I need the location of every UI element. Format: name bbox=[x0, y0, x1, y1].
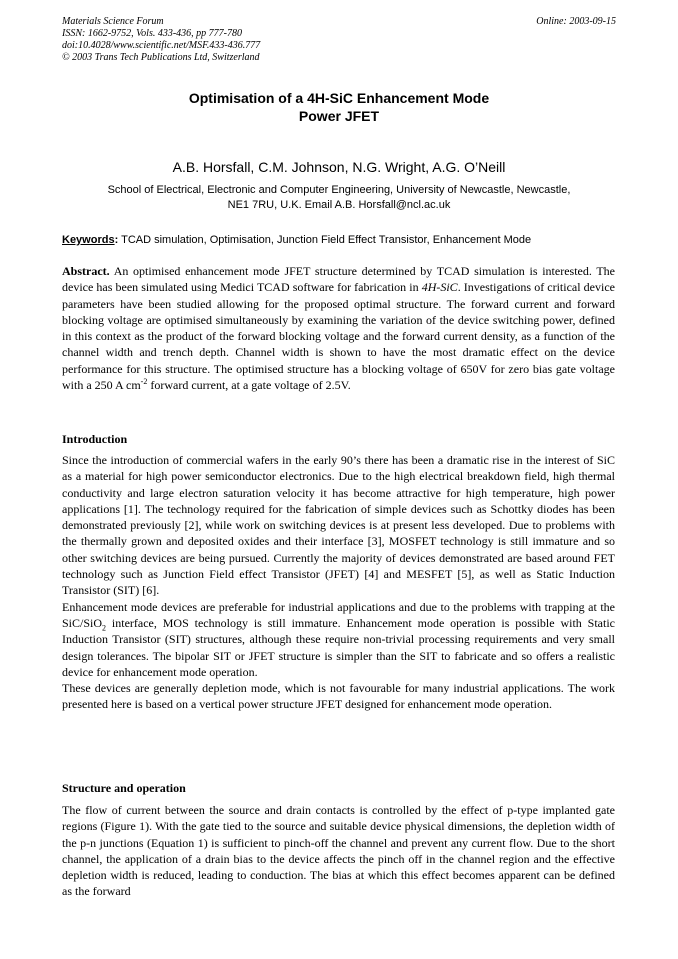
title-line-1: Optimisation of a 4H-SiC Enhancement Mode bbox=[188, 90, 490, 106]
doi-line: doi:10.4028/www.scientific.net/MSF.433-436.777 bbox=[62, 40, 261, 51]
abstract-paragraph bbox=[62, 263, 615, 393]
abstract-text-2: . Investigations of critical device parameters have been studied allowing for the proposed optimal structure. The forward current and forward blocking voltage are optimised simultaneously by examining the variation of the device switching power, defined in this context as the product of the forward blocking voltage and the forward current density, as a function of the channel width and trench depth. Channel width is shown to have the most dramatic effect on the device performance for this structure. The optimised structure has a blocking voltage of 650V for zero bias gate voltage with a 250 A cm bbox=[62, 280, 615, 393]
intro-paragraph-2a: Enhancement mode devices are preferable for industrial applications and due to the problems with trapping at the SiC/SiO bbox=[62, 599, 615, 630]
structure-paragraph-1: The flow of current between the source and drain contacts is controlled by the effect of p-type implanted gate regions (Figure 1). With the gate tied to the source and suitable device physical dimensions, the depletion width of the p-n junctions (Equation 1) is sufficient to pinch-off the channel and prevent any current flow. Due to the short channel, the application of a drain bias to the device affects the pinch off in the channel region and the effective depletion width is reduced, leading to conduction. The bias at which this effect becomes apparent can be defined as the forward bbox=[62, 803, 615, 899]
abstract-superscript: -2 bbox=[140, 377, 148, 387]
paper-title bbox=[62, 89, 616, 125]
abstract-label: Abstract. bbox=[62, 264, 110, 278]
intro-paragraph-1: Since the introduction of commercial wafers in the early 90’s there has been a dramatic rise in the interest of SiC as a material for high power semiconductor electronics. Due to the high electrical breakdown field, high thermal conductivity and large electron saturation velocity it has become attractive for high temperature, high power applications [1]. The technology required for the fabrication of simple devices such as Schottky diodes has been demonstrated previously [2], while work on switching devices is at present less developed. Due to problems with the thermally grown and deposited oxides and their interface [3], MOSFET technology is still immature and so other switching devices are being pursued. Currently the majority of devices demonstrated are based around FET technology such as Junction Field effect Transistor (JFET) [4] and MESFET [5], as well as Static Induction Transistor (SIT) [6]. bbox=[62, 453, 615, 598]
title-line-2: Power JFET bbox=[298, 108, 380, 124]
issn-line: ISSN: 1662-9752, Vols. 433-436, pp 777-780 bbox=[62, 28, 242, 39]
keywords-text: TCAD simulation, Optimisation, Junction Field Effect Transistor, Enhancement Mode bbox=[118, 234, 532, 246]
intro-paragraph-2 bbox=[62, 599, 615, 680]
author-list: A.B. Horsfall, C.M. Johnson, N.G. Wright, A.G. O’Neill bbox=[172, 159, 506, 175]
online-date: Online: 2003-09-15 bbox=[536, 16, 616, 27]
affiliation bbox=[62, 183, 616, 213]
structure-body bbox=[62, 802, 615, 900]
abstract-material: 4H-SiC bbox=[421, 280, 458, 295]
keywords-colon: : bbox=[114, 234, 119, 246]
abstract-text-1: An optimised enhancement mode JFET structure determined by TCAD simulation is interested. The device has been simulated using Medici TCAD software for fabrication in bbox=[62, 264, 615, 295]
abstract-text-3: forward current, at a gate voltage of 2.5V. bbox=[147, 378, 351, 393]
intro-paragraph-3: These devices are generally depletion mode, which is not favourable for many industrial applications. The work presented here is based on a vertical power structure JFET designed for enhancement mode operation. bbox=[62, 681, 615, 712]
intro-subscript: 2 bbox=[102, 623, 107, 633]
keywords-label: Keywords bbox=[62, 234, 115, 246]
section-heading-structure: Structure and operation bbox=[62, 781, 186, 795]
introduction-body bbox=[62, 452, 615, 713]
intro-paragraph-2b: interface, MOS technology is still immature. Enhancement mode operation is possible with Static Induction Transistor (SIT) structures, although these require non-trivial processing requirements and very small design tolerances. The bipolar SIT or JFET structure is simpler than the SIT to fabricate and so offers a realistic device for enhancement mode operation. bbox=[62, 615, 615, 679]
affiliation-line-2: NE1 7RU, U.K. Email A.B. Horsfall@ncl.ac.uk bbox=[227, 199, 451, 211]
journal-name: Materials Science Forum bbox=[62, 16, 164, 27]
copyright-line: © 2003 Trans Tech Publications Ltd, Switzerland bbox=[62, 52, 260, 63]
abstract bbox=[62, 263, 615, 393]
affiliation-line-1: School of Electrical, Electronic and Computer Engineering, University of Newcastle, Newcastle, bbox=[107, 184, 571, 196]
keywords bbox=[62, 233, 616, 248]
journal-header bbox=[62, 16, 392, 64]
section-heading-introduction: Introduction bbox=[62, 432, 128, 446]
